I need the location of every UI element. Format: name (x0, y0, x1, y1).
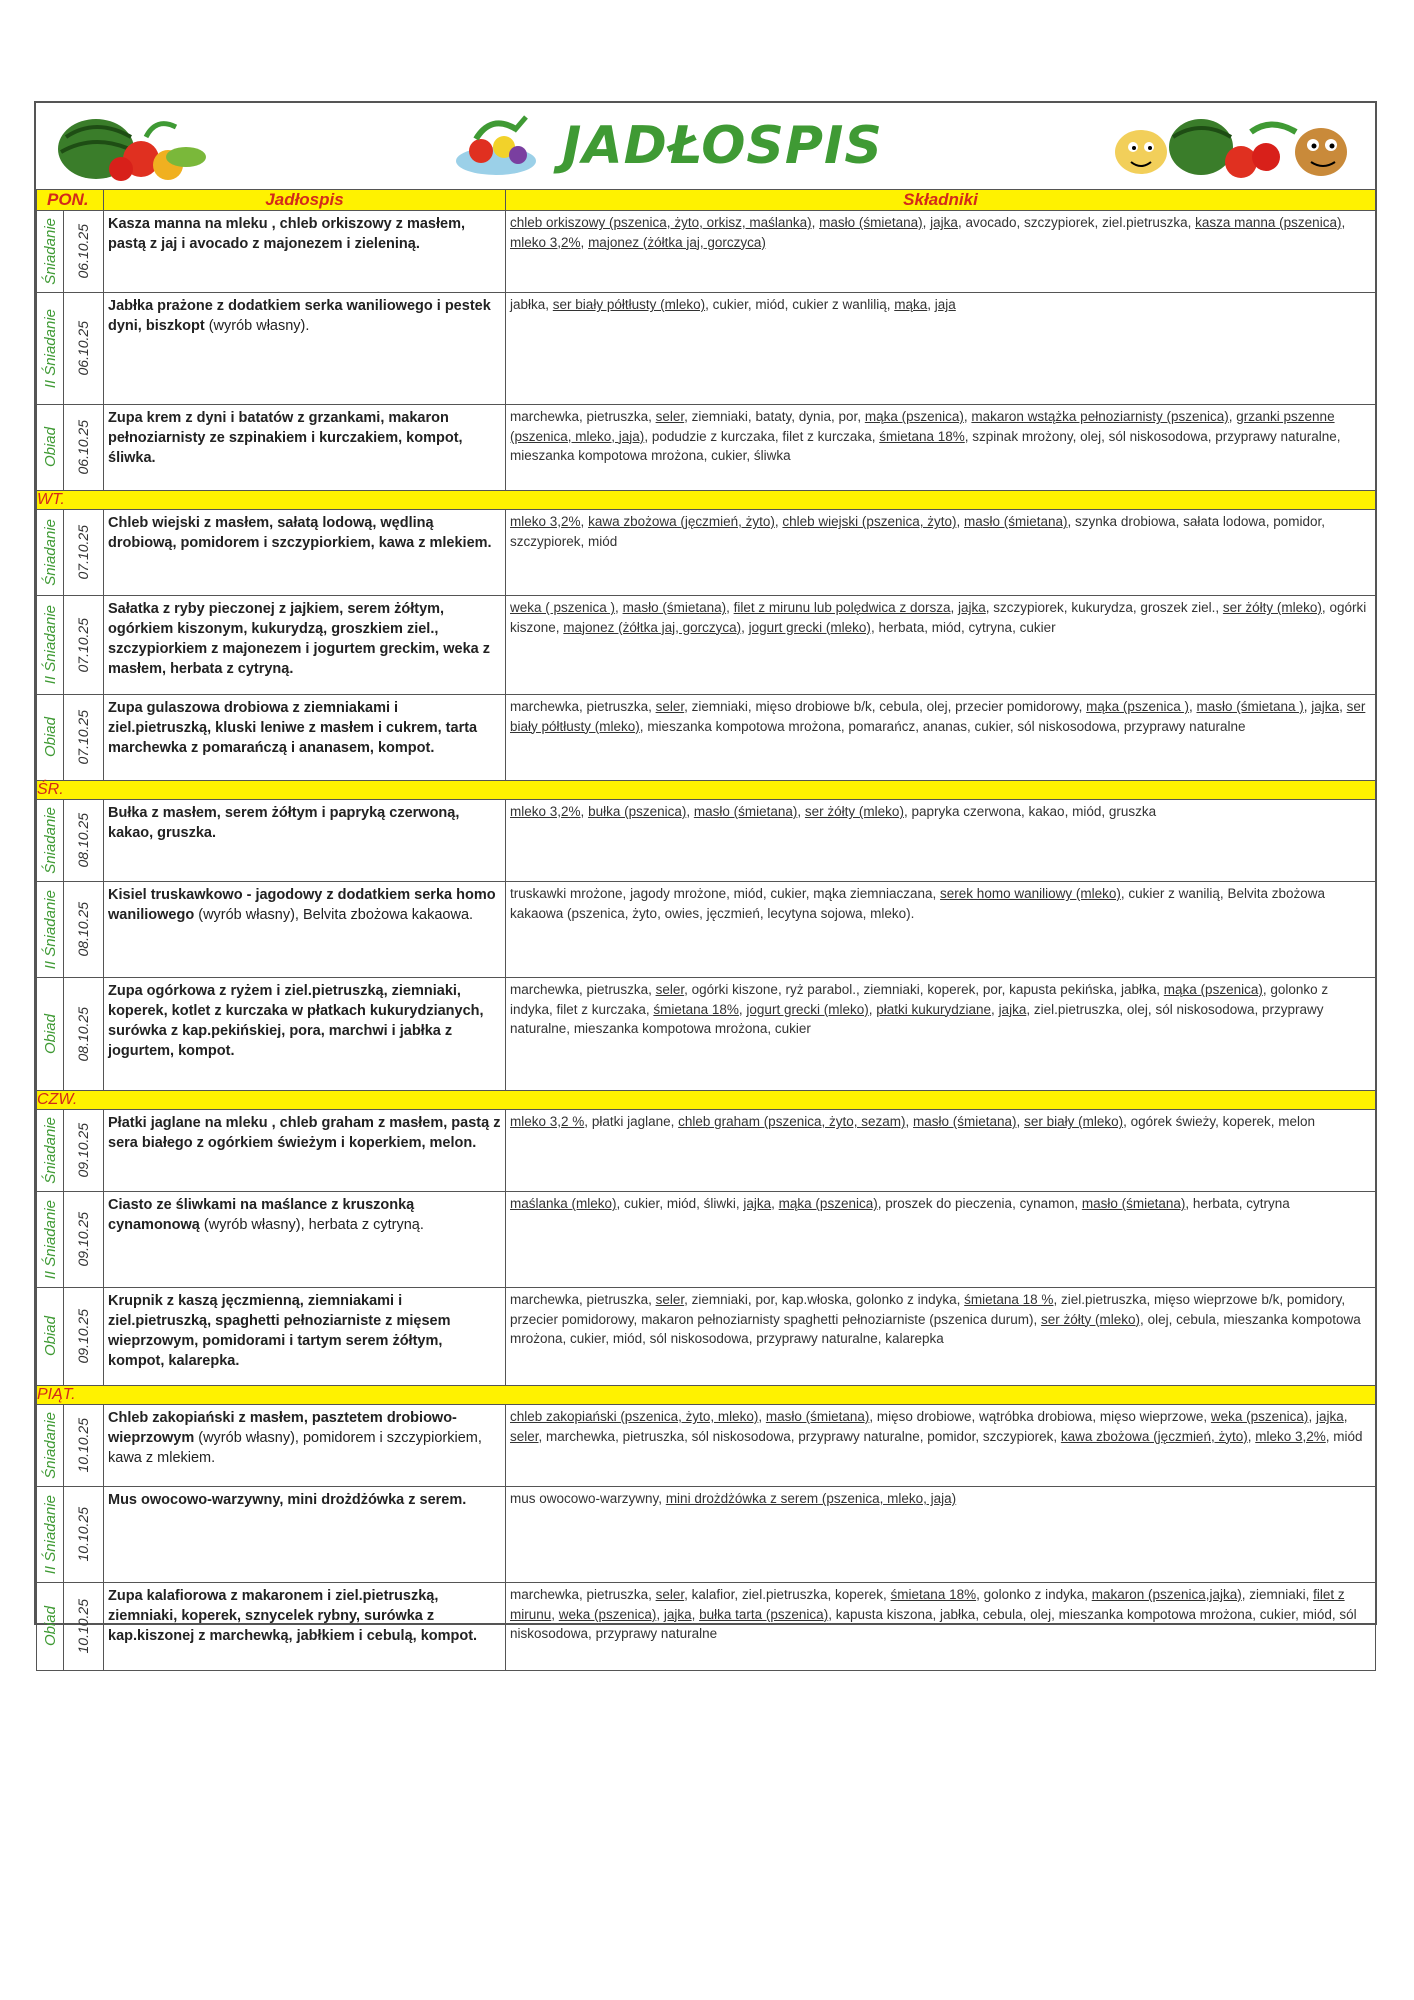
meal-type-label: Obiad (41, 1316, 59, 1357)
meal-row (37, 1583, 1376, 1671)
ingredients-text: weka ( pszenica ), masło (śmietana), filet z mirunu lub polędwica z dorsza, jajka, szczypiorek, kukurydza, groszek ziel., ser żółty (mleko), ogórki kiszone, majonez (żółtka jaj, gorczyca), jogurt grecki (mleko), herbata, miód, cytryna, cukier (510, 600, 1367, 635)
meal-date-cell (64, 1192, 104, 1288)
dish-cell (104, 405, 506, 491)
meal-date: 06.10.25 (75, 321, 91, 376)
meal-date: 06.10.25 (75, 420, 91, 475)
meal-type-cell (37, 1288, 64, 1386)
ingredients-text: marchewka, pietruszka, seler, ziemniaki, por, kap.włoska, golonko z indyka, śmietana 18 %, ziel.pietruszka, mięso wieprzowe b/k, pomidory, przecier pomidorowy, makaron pełnoziarnisty spaghetti pełnoziarniste (pszenica durum), ser żółty (mleko), olej, cebula, mieszanka kompotowa mrożona, cukier, miód, sól niskosodowa, przyprawy naturalne, kalarepka (510, 1292, 1361, 1346)
vegetable-bowl-illustration (446, 111, 546, 181)
dish-cell (104, 293, 506, 405)
meal-type-cell (37, 1110, 64, 1192)
dish-cell (104, 596, 506, 695)
ingredients-cell (506, 1288, 1376, 1386)
meal-row (37, 1192, 1376, 1288)
dish-text: Jabłka prażone z dodatkiem serka waniliowego i pestek dyni, biszkopt (108, 298, 491, 334)
dish-cell (104, 1583, 506, 1671)
day-separator-row (37, 1386, 1376, 1405)
dish-text: Chleb wiejski z masłem, sałatą lodową, wędliną drobiową, pomidorem i szczypiorkiem, kawa z mlekiem. (108, 515, 492, 551)
meal-type-cell (37, 1583, 64, 1671)
meal-type-label: Śniadanie (41, 1412, 59, 1479)
fruit-characters-illustration (1101, 107, 1371, 187)
ingredients-cell (506, 211, 1376, 293)
dish-text: Zupa kalafiorowa z makaronem i ziel.pietruszką, ziemniaki, koperek, sznycelek rybny, surówka z kap.kiszonej z marchewką, jabłkiem i cebulą, kompot. (108, 1588, 478, 1644)
meal-row (37, 405, 1376, 491)
meal-type-cell (37, 293, 64, 405)
dish-text: Kisiel truskawkowo - jagodowy z dodatkiem serka homo waniliowego (108, 887, 496, 923)
meal-row (37, 1288, 1376, 1386)
meal-type-label: II Śniadanie (41, 889, 59, 970)
day-label: WT. (37, 491, 1376, 510)
header (36, 103, 1375, 189)
meal-date-cell (64, 510, 104, 596)
meal-row (37, 1487, 1376, 1583)
meal-row (37, 882, 1376, 978)
meal-date-cell (64, 695, 104, 781)
meal-date-cell (64, 882, 104, 978)
meal-type-cell (37, 800, 64, 882)
dish-cell (104, 211, 506, 293)
day-separator-row (37, 1091, 1376, 1110)
dish-text: Kasza manna na mleku , chleb orkiszowy z masłem, pastą z jaj i avocado z majonezem i zieleniną. (108, 216, 465, 252)
meal-type-cell (37, 510, 64, 596)
ingredients-text: marchewka, pietruszka, seler, ogórki kiszone, ryż parabol., ziemniaki, koperek, por, kapusta pekińska, jabłka, mąka (pszenica), golonko z indyka, filet z kurczaka, śmietana 18%, jogurt grecki (mleko), płatki kukurydziane, jajka, ziel.pietruszka, olej, sól niskosodowa, przyprawy naturalne, mieszanka kompotowa mrożona, cukier (510, 982, 1329, 1036)
meal-type-cell (37, 978, 64, 1091)
dish-cell (104, 1192, 506, 1288)
dish-text: Bułka z masłem, serem żółtym i papryką czerwoną, kakao, gruszka. (108, 805, 460, 841)
menu-sheet (34, 101, 1377, 1654)
meal-date: 09.10.25 (75, 1309, 91, 1364)
dish-text: Chleb zakopiański z masłem, pasztetem drobiowo-wieprzowym (108, 1410, 457, 1446)
meal-row (37, 695, 1376, 781)
meal-date: 08.10.25 (75, 1006, 91, 1062)
header-ingredients: Składniki (506, 190, 1376, 211)
meal-row (37, 293, 1376, 405)
dish-cell (104, 1487, 506, 1583)
meal-type-label: II Śniadanie (41, 1199, 59, 1280)
ingredients-text: mleko 3,2 %, płatki jaglane, chleb graham (pszenica, żyto, sezam), masło (śmietana), ser biały (mleko), ogórek świeży, koperek, melon (510, 1114, 1315, 1129)
meal-date: 07.10.25 (75, 617, 91, 673)
day-separator-row (37, 781, 1376, 800)
ingredients-text: truskawki mrożone, jagody mrożone, miód, cukier, mąka ziemniaczana, serek homo waniliowy (mleko), cukier z wanilią, Belvita zbożowa kakaowa (pszenica, żyto, owies, jęczmień, lecytyna sojowa, mleko). (510, 886, 1325, 921)
dish-cell (104, 1288, 506, 1386)
meal-date: 09.10.25 (75, 1123, 91, 1178)
meal-date: 06.10.25 (75, 224, 91, 279)
meal-type-cell (37, 405, 64, 491)
ingredients-cell (506, 596, 1376, 695)
meal-type-label: Obiad (41, 1606, 59, 1647)
dish-text: Mus owocowo-warzywny, mini drożdżówka z serem. (108, 1492, 467, 1508)
fruit-basket-illustration (46, 107, 216, 187)
meal-type-label: Śniadanie (41, 1117, 59, 1184)
ingredients-cell (506, 1192, 1376, 1288)
meal-type-label: II Śniadanie (41, 308, 59, 389)
ingredients-text: chleb zakopiański (pszenica, żyto, mleko), masło (śmietana), mięso drobiowe, wątróbka drobiowa, mięso wieprzowe, weka (pszenica), jajka, seler, marchewka, pietruszka, sól niskosodowa, przyprawy naturalne, pomidor, szczypiorek, kawa zbożowa (jęczmień, żyto), mleko 3,2%, miód (510, 1409, 1363, 1444)
ingredients-cell (506, 510, 1376, 596)
meal-date: 10.10.25 (75, 1507, 91, 1562)
dish-text: Płatki jaglane na mleku , chleb graham z masłem, pastą z sera białego z ogórkiem świeżym i koperkiem, melon. (108, 1115, 501, 1151)
meal-type-cell (37, 1487, 64, 1583)
meal-type-cell (37, 1405, 64, 1487)
ingredients-text: marchewka, pietruszka, seler, ziemniaki, bataty, dynia, por, mąka (pszenica), makaron wstążka pełnoziarnisty (pszenica), grzanki pszenne (pszenica, mleko, jaja), podudzie z kurczaka, filet z kurczaka, śmietana 18%, szpinak mrożony, olej, sól niskosodowa, przyprawy naturalne, mieszanka kompotowa mrożona, cukier, śliwka (510, 409, 1341, 463)
dish-cell (104, 695, 506, 781)
meal-type-cell (37, 882, 64, 978)
meal-date-cell (64, 596, 104, 695)
meal-date: 10.10.25 (75, 1599, 91, 1654)
meal-date-cell (64, 1583, 104, 1671)
ingredients-text: mleko 3,2%, bułka (pszenica), masło (śmietana), ser żółty (mleko), papryka czerwona, kakao, miód, gruszka (510, 804, 1157, 819)
dish-cell (104, 1110, 506, 1192)
meal-date-cell (64, 1110, 104, 1192)
meal-date-cell (64, 1405, 104, 1487)
meal-type-cell (37, 1192, 64, 1288)
ingredients-cell (506, 1487, 1376, 1583)
dish-extra-text: (wyrób własny), herbata z cytryną. (203, 1217, 424, 1233)
meal-type-label: Obiad (41, 1013, 59, 1055)
dish-text: Zupa krem z dyni i batatów z grzankami, makaron pełnoziarnisty ze szpinakiem i kurczakiem, kompot, śliwka. (108, 410, 463, 466)
ingredients-cell (506, 1405, 1376, 1487)
dish-cell (104, 1405, 506, 1487)
meal-date: 07.10.25 (75, 710, 91, 765)
meal-row (37, 1110, 1376, 1192)
meal-date: 08.10.25 (75, 902, 91, 957)
meal-row (37, 211, 1376, 293)
header-menu: Jadłospis (104, 190, 506, 211)
meal-date-cell (64, 978, 104, 1091)
ingredients-cell (506, 882, 1376, 978)
meal-row (37, 800, 1376, 882)
meal-type-label: Śniadanie (41, 807, 59, 874)
meal-row (37, 978, 1376, 1091)
meal-type-label: Obiad (41, 717, 59, 758)
meal-type-label: Obiad (41, 427, 59, 468)
dish-cell (104, 978, 506, 1091)
dish-extra-text: (wyrób własny). (208, 318, 310, 334)
meal-date-cell (64, 293, 104, 405)
ingredients-cell (506, 800, 1376, 882)
ingredients-text: chleb orkiszowy (pszenica, żyto, orkisz, maślanka), masło (śmietana), jajka, avocado, szczypiorek, ziel.pietruszka, kasza manna (pszenica), mleko 3,2%, majonez (żółtka jaj, gorczyca) (510, 215, 1346, 250)
meal-row (37, 510, 1376, 596)
meal-type-cell (37, 596, 64, 695)
menu-table (36, 189, 1376, 1671)
ingredients-cell (506, 978, 1376, 1091)
ingredients-text: jabłka, ser biały półtłusty (mleko), cukier, miód, cukier z wanlilią, mąka, jaja (510, 297, 956, 312)
dish-cell (104, 800, 506, 882)
meal-row (37, 596, 1376, 695)
dish-text: Krupnik z kaszą jęczmienną, ziemniakami i ziel.pietruszką, spaghetti pełnoziarniste z mięsem wieprzowym, pomidorami i tartym serem żółtym, kompot, kalarepka. (108, 1293, 451, 1369)
meal-type-label: Śniadanie (41, 519, 59, 586)
dish-text: Ciasto ze śliwkami na maślance z kruszonką cynamonową (108, 1197, 415, 1233)
meal-date: 08.10.25 (75, 813, 91, 868)
ingredients-text: maślanka (mleko), cukier, miód, śliwki, jajka, mąka (pszenica), proszek do pieczenia, cynamon, masło (śmietana), herbata, cytryna (510, 1196, 1290, 1211)
ingredients-text: mus owocowo-warzywny, mini drożdżówka z serem (pszenica, mleko, jaja) (510, 1491, 957, 1506)
meal-date: 09.10.25 (75, 1212, 91, 1267)
day-label: CZW. (37, 1091, 1376, 1110)
ingredients-text: mleko 3,2%, kawa zbożowa (jęczmień, żyto), chleb wiejski (pszenica, żyto), masło (śmietana), szynka drobiowa, sałata lodowa, pomidor, szczypiorek, miód (510, 514, 1325, 549)
meal-date: 07.10.25 (75, 525, 91, 580)
meal-date: 10.10.25 (75, 1418, 91, 1473)
dish-cell (104, 510, 506, 596)
page-title: JADŁOSPIS (562, 116, 883, 176)
ingredients-cell (506, 1583, 1376, 1671)
header-day: PON. (37, 190, 104, 211)
dish-cell (104, 882, 506, 978)
dish-text: Sałatka z ryby pieczonej z jajkiem, serem żółtym, ogórkiem kiszonym, kukurydzą, groszkiem ziel., szczypiorkiem z majonezem i jogurtem greckim, weka z masłem, herbata z cytryną. (108, 601, 490, 677)
meal-date-cell (64, 405, 104, 491)
meal-date-cell (64, 1487, 104, 1583)
meal-type-cell (37, 211, 64, 293)
day-label: ŚR. (37, 781, 1376, 800)
meal-date-cell (64, 211, 104, 293)
dish-text: Zupa ogórkowa z ryżem i ziel.pietruszką, ziemniaki, koperek, kotlet z kurczaka w płatkach kukurydzianych, surówka z kap.pekińskiej, pora, marchwi i jabłka z jogurtem, kompot. (108, 983, 484, 1059)
ingredients-text: marchewka, pietruszka, seler, kalafior, ziel.pietruszka, koperek, śmietana 18%, golonko z indyka, makaron (pszenica,jajka), ziemniaki, filet z mirunu, weka (pszenica), jajka, bułka tarta (pszenica), kapusta kiszona, jabłka, cebula, olej, mieszanka kompotowa mrożona, cukier, miód, sól niskosodowa, przyprawy naturalne (510, 1587, 1357, 1641)
ingredients-text: marchewka, pietruszka, seler, ziemniaki, mięso drobiowe b/k, cebula, olej, przecier pomidorowy, mąka (pszenica ), masło (śmietana ), jajka, ser biały półtłusty (mleko), mieszanka kompotowa mrożona, pomarańcz, ananas, cukier, sól niskosodowa, przyprawy naturalne (510, 699, 1366, 734)
ingredients-cell (506, 1110, 1376, 1192)
meal-date-cell (64, 1288, 104, 1386)
dish-text: Zupa gulaszowa drobiowa z ziemniakami i ziel.pietruszką, kluski leniwe z masłem i cukrem, tarta marchewka z pomarańczą i ananasem, kompot. (108, 700, 478, 756)
meal-type-cell (37, 695, 64, 781)
table-header-row (37, 190, 1376, 211)
dish-extra-text: (wyrób własny), pomidorem i szczypiorkiem, kawa z mlekiem. (108, 1430, 482, 1466)
meal-date-cell (64, 800, 104, 882)
ingredients-cell (506, 293, 1376, 405)
ingredients-cell (506, 405, 1376, 491)
meal-type-label: II Śniadanie (41, 605, 59, 685)
dish-extra-text: (wyrób własny), Belvita zbożowa kakaowa. (198, 907, 474, 923)
meal-type-label: Śniadanie (41, 218, 59, 285)
meal-row (37, 1405, 1376, 1487)
ingredients-cell (506, 695, 1376, 781)
day-label: PIĄT. (37, 1386, 1376, 1405)
meal-type-label: II Śniadanie (41, 1494, 59, 1575)
day-separator-row (37, 491, 1376, 510)
